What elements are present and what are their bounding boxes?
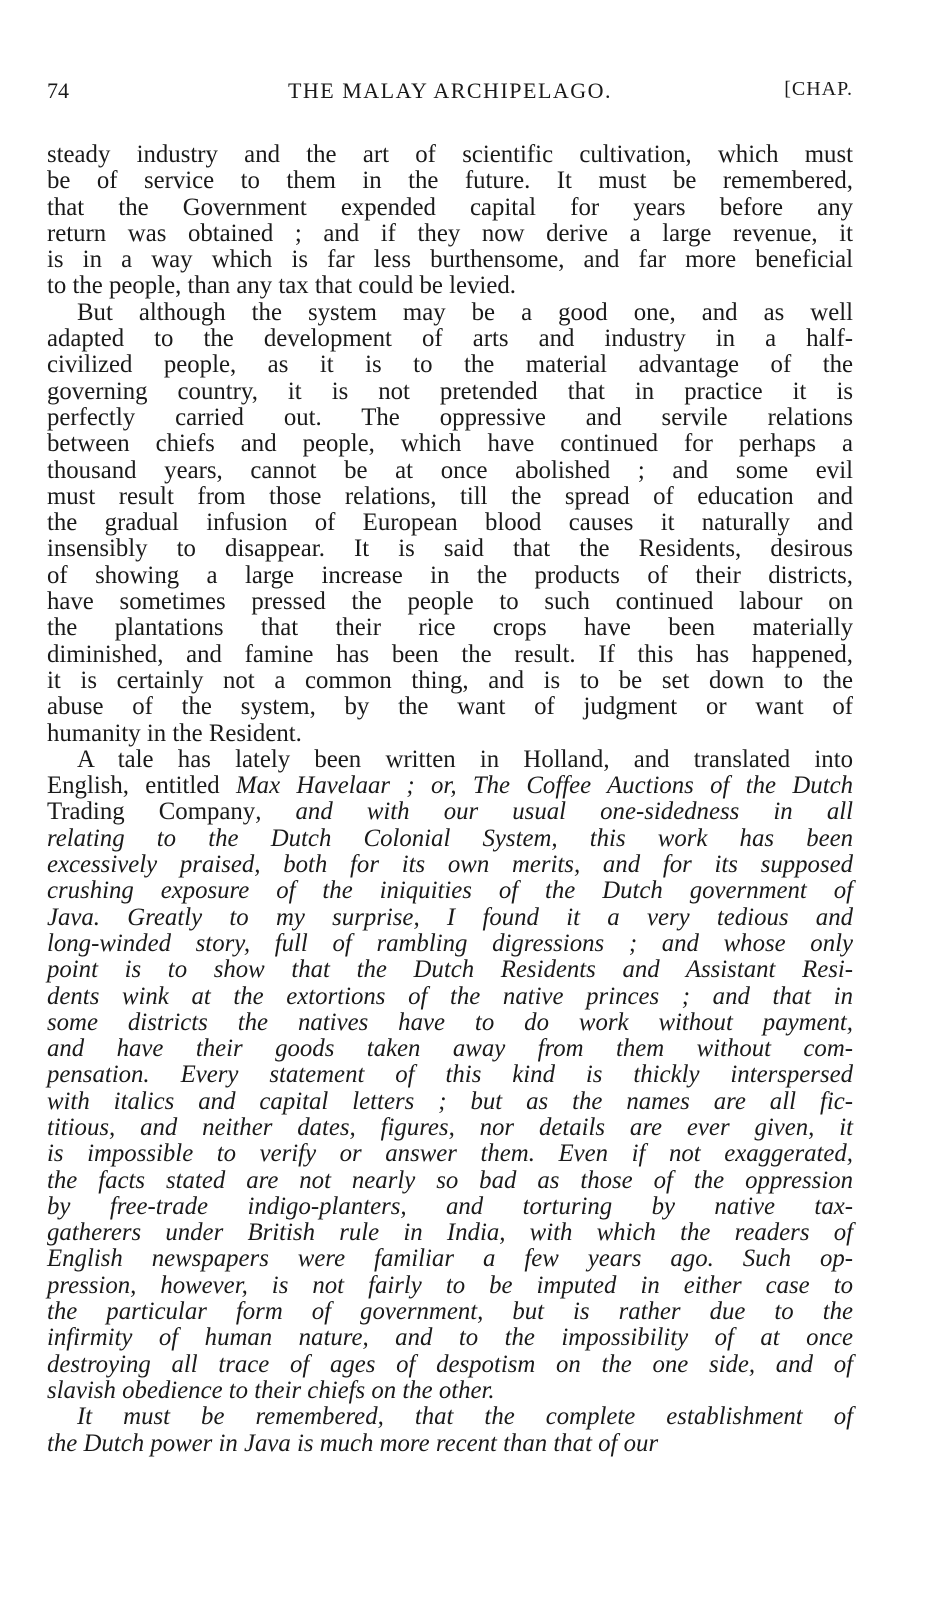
running-title: THE MALAY ARCHIPELAGO. — [287, 78, 613, 103]
text-line: between chiefs and people, which have continued for perhaps a — [47, 430, 853, 458]
text-line: long-winded story, full of rambling digressions ; and whose only — [47, 929, 853, 957]
text-line: It must be remembered, that the complete establishment of — [77, 1403, 853, 1431]
text-line: civilized people, as it is to the material advantage of the — [47, 351, 853, 379]
text-line: the facts stated are not nearly so bad as those of the oppression — [47, 1166, 853, 1194]
text-line: dents wink at the extortions of the native princes ; and that in — [47, 982, 853, 1010]
text-line: return was obtained ; and if they now derive a large revenue, it — [47, 219, 853, 247]
text-line: relating to the Dutch Colonial System, this work has been — [47, 824, 853, 852]
body-text — [47, 142, 853, 1457]
text-line: pensation. Every statement of this kind is thickly interspersed — [47, 1061, 853, 1089]
text-line: Trading Company, and with our usual one-sidedness in all — [47, 798, 853, 826]
text-line: English, entitled Max Havelaar ; or, The Coffee Auctions of the Dutch — [47, 772, 853, 800]
text-line: that the Government expended capital for years before any — [47, 193, 853, 221]
book-page — [47, 78, 853, 1457]
text-line: it is certainly not a common thing, and is to be set down to the — [47, 666, 853, 694]
page-number: 74 — [47, 78, 69, 103]
text-line: of showing a large increase in the products of their districts, — [47, 561, 853, 589]
text-line: the plantations that their rice crops have been materially — [47, 614, 853, 642]
text-line: some districts the natives have to do work without payment, — [47, 1008, 853, 1036]
text-line: infirmity of human nature, and to the impossibility of at once — [47, 1324, 853, 1352]
text-line: governing country, it is not pretended that in practice it is — [47, 377, 853, 405]
text-line: abuse of the system, by the want of judgment or want of — [47, 693, 853, 721]
text-line: is in a way which is far less burthensome, and far more beneficial — [47, 246, 853, 274]
text-line: with italics and capital letters ; but as the names are all fic- — [47, 1087, 853, 1115]
text-line: point is to show that the Dutch Residents and Assistant Resi- — [47, 956, 853, 984]
text-line: by free-trade indigo-planters, and torturing by native tax- — [47, 1192, 853, 1220]
text-line: the gradual infusion of European blood causes it naturally and — [47, 509, 853, 537]
text-line: Java. Greatly to my surprise, I found it a very tedious and — [47, 903, 853, 931]
text-line: destroying all trace of ages of despotism on the one side, and of — [47, 1350, 853, 1378]
text-line: But although the system may be a good one, and as well — [77, 298, 853, 326]
paragraph — [47, 747, 853, 1404]
running-head — [47, 78, 853, 110]
chapter-mark: [CHAP. — [784, 78, 853, 100]
text-line: crushing exposure of the iniquities of the Dutch government of — [47, 877, 853, 905]
paragraph — [47, 1404, 853, 1457]
text-line: A tale has lately been written in Holland, and translated into — [77, 745, 853, 773]
text-line: is impossible to verify or answer them. Even if not exaggerated, — [47, 1140, 853, 1168]
text-line: steady industry and the art of scientific cultivation, which must — [47, 141, 853, 168]
text-line: insensibly to disappear. It is said that the Residents, desirous — [47, 535, 853, 563]
text-line: gatherers under British rule in India, with which the readers of — [47, 1219, 853, 1247]
text-line: titious, and neither dates, figures, nor details are ever given, it — [47, 1113, 853, 1141]
text-line: pression, however, is not fairly to be imputed in either case to — [47, 1271, 853, 1299]
text-line: perfectly carried out. The oppressive and servile relations — [47, 403, 853, 431]
paragraph — [47, 142, 853, 300]
text-line: to the people, than any tax that could be levied. — [47, 272, 516, 300]
text-line: diminished, and famine has been the result. If this has happened, — [47, 640, 853, 668]
text-line: be of service to them in the future. It must be remembered, — [47, 167, 853, 195]
text-line: humanity in the Resident. — [47, 719, 302, 747]
text-line: adapted to the development of arts and industry in a half- — [47, 325, 853, 353]
text-line: the particular form of government, but is rather due to the — [47, 1298, 853, 1326]
text-line: must result from those relations, till the spread of education and — [47, 482, 853, 510]
text-line: thousand years, cannot be at once abolished ; and some evil — [47, 456, 853, 484]
text-line: excessively praised, both for its own merits, and for its supposed — [47, 851, 853, 879]
text-line: the Dutch power in Java is much more recent than that of our — [47, 1429, 659, 1457]
text-line: and have their goods taken away from them without com- — [47, 1035, 853, 1063]
paragraph — [47, 300, 853, 747]
text-line: have sometimes pressed the people to such continued labour on — [47, 588, 853, 616]
text-line: slavish obedience to their chiefs on the other. — [47, 1376, 495, 1404]
text-line: English newspapers were familiar a few years ago. Such op- — [47, 1245, 853, 1273]
